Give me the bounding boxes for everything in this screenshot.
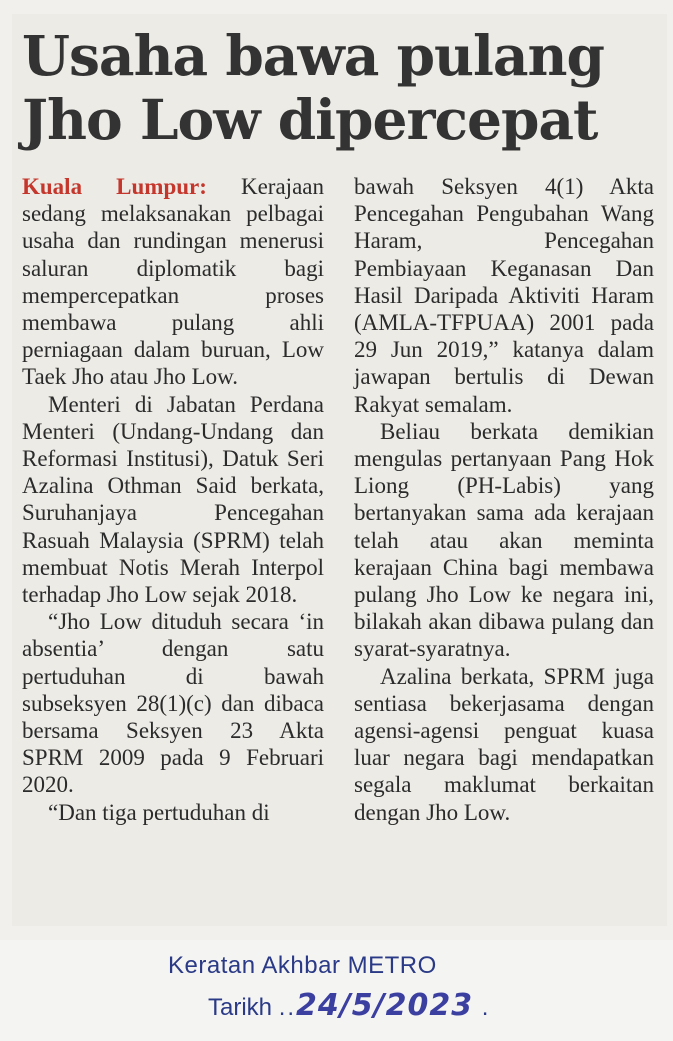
headline-line-2: Jho Low dipercepat <box>22 87 598 152</box>
date-dots-before: .. <box>278 994 297 1021</box>
headline <box>22 24 662 152</box>
clipping-source: Keratan Akhbar METRO <box>168 952 437 979</box>
headline-line-1: Usaha bawa pulang <box>22 23 604 88</box>
clipping-date <box>208 988 490 1023</box>
handwritten-date: 24/5/2023 <box>296 988 474 1023</box>
paragraph-5: bawah Seksyen 4(1) Akta Pencegahan Pengubahan Wang Haram, Pencegahan Pembiayaan Keganasan Dan Hasil Daripada Aktiviti Haram (AMLA-TFPUAA) 2001 pada 29 Jun 2019,” katanya dalam jawapan bertulis di Dewan Rakyat semalam. <box>354 174 654 417</box>
paragraph-1-text: Kerajaan sedang melaksanakan pelbagai usaha dan rundingan menerusi saluran diplomatik bagi mempercepatkan proses membawa pulang ahli perniagaan dalam buruan, Low Taek Jho atau Jho Low. <box>22 174 324 390</box>
dateline: Kuala Lumpur: <box>22 174 207 199</box>
paragraph-2: Menteri di Jabatan Perdana Menteri (Undang-Undang dan Reformasi Institusi), Datuk Seri Azalina Othman Said berkata, Suruhanjaya Pencegahan Rasuah Malaysia (SPRM) telah membuat Notis Merah Interpol terhadap Jho Low sejak 2018. <box>22 391 324 608</box>
paragraph-6: Beliau berkata demikian mengulas pertanyaan Pang Hok Liong (PH-Labis) yang bertanyakan sama ada kerajaan telah atau akan meminta kerajaan China bagi membawa pulang Jho Low ke negara ini, bilakah akan dibawa pulang dan syarat-syaratnya. <box>354 418 654 662</box>
article-column-left <box>22 173 324 826</box>
paragraph-4: “Dan tiga pertuduhan di <box>48 799 270 825</box>
paragraph-3: “Jho Low dituduh secara ‘in absentia’ dengan satu pertuduhan di bawah subseksyen 28(1)(c) dan dibaca bersama Seksyen 23 Akta SPRM 2009 pada 9 Februari 2020. <box>22 609 324 798</box>
paragraph-1 <box>22 173 324 391</box>
date-dots-after: . <box>473 994 491 1021</box>
article-column-right <box>354 173 654 826</box>
paragraph-7: Azalina berkata, SPRM juga sentiasa bekerjasama dengan agensi-agensi penguat kuasa luar negara bagi mendapatkan segala maklumat berkaitan dengan Jho Low. <box>354 663 654 825</box>
date-label: Tarikh <box>208 994 273 1021</box>
